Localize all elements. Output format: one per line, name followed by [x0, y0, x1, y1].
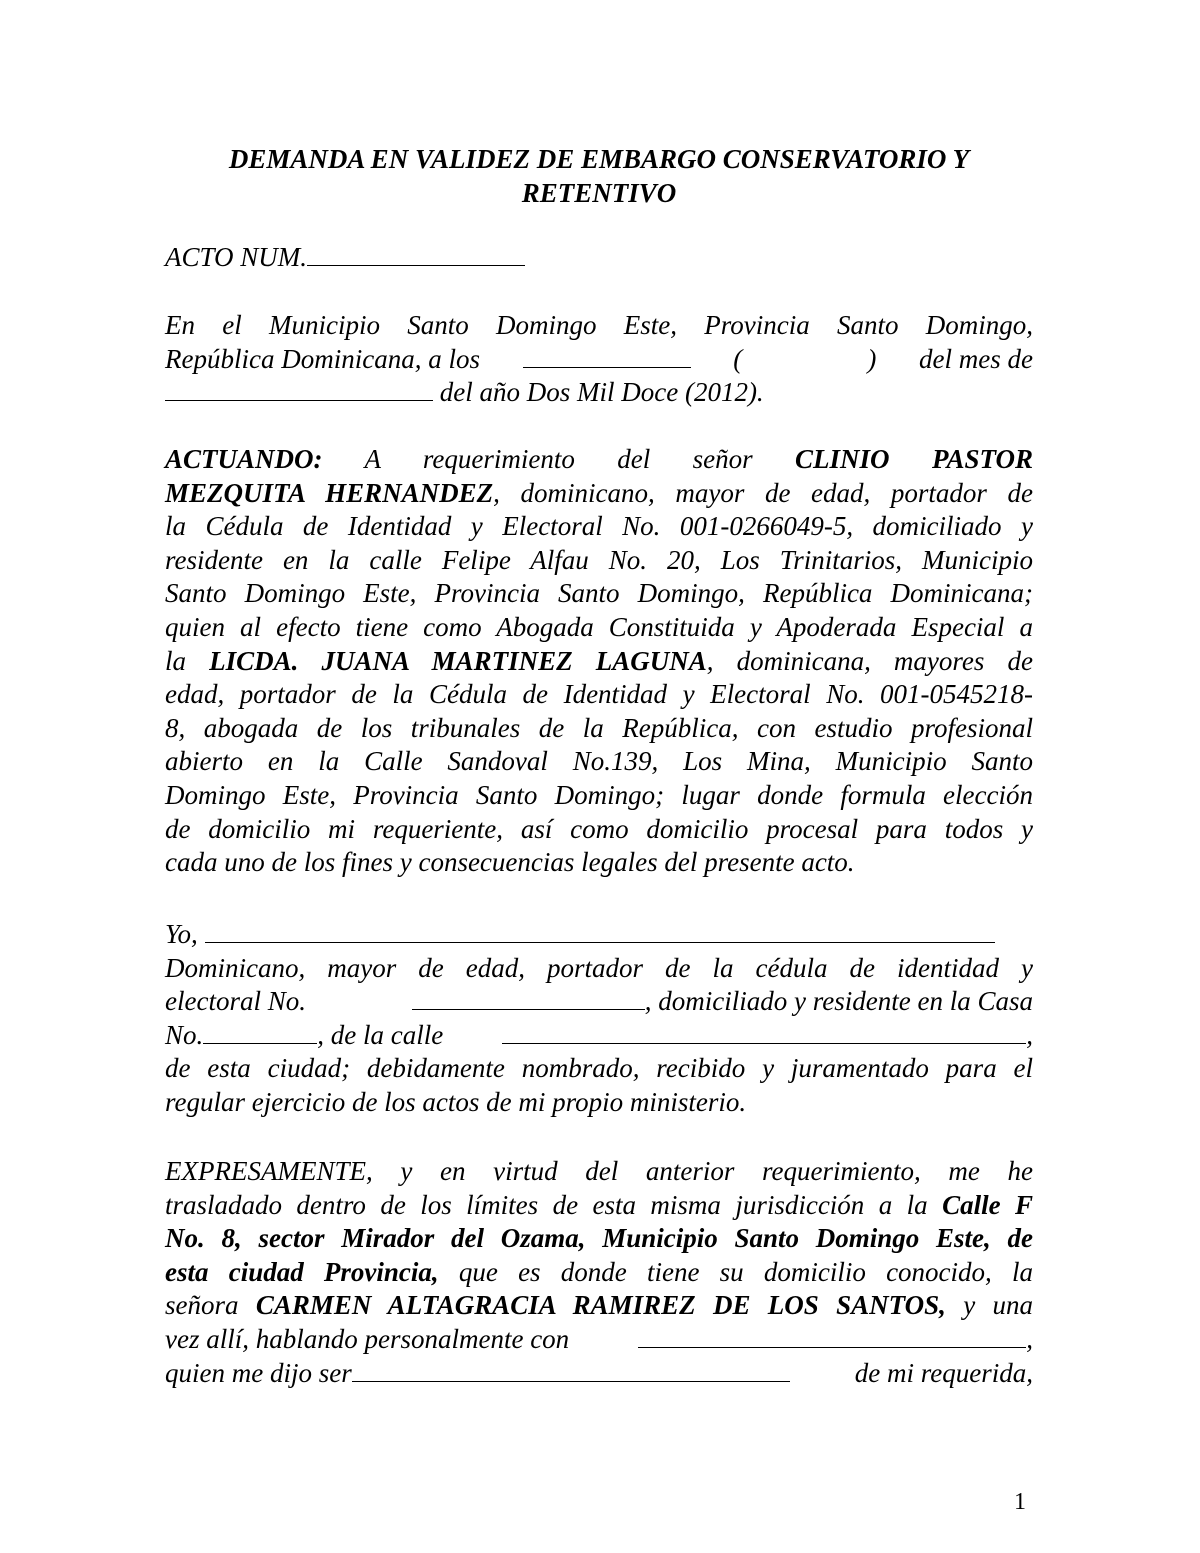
yo-paragraph — [165, 918, 1033, 1120]
lawyer-name: LICDA. JUANA MARTINEZ LAGUNA — [209, 645, 707, 676]
expresamente-text: quien me dijo ser — [165, 1357, 352, 1388]
yo-line-5: de esta ciudad; debidamente nombrado, recibido y juramentado para el — [165, 1053, 1033, 1084]
actuando-line-8: edad, portador de la Cédula de Identidad y Electoral No. 001-0545218- — [165, 679, 1033, 710]
actuando-text: , dominicana, mayores de — [706, 645, 1033, 676]
street-blank[interactable] — [502, 1019, 1026, 1044]
page-number: 1 — [1014, 1489, 1026, 1515]
expresamente-text: trasladado dentro de los límites de esta misma jurisdicción a la — [165, 1189, 928, 1220]
actuando-label: ACTUANDO: — [165, 444, 323, 474]
intro-word: Este, — [623, 310, 677, 340]
expresamente-line-2 — [165, 1189, 1033, 1223]
yo-text: Yo, — [165, 919, 198, 949]
actuando-line-2 — [165, 477, 1033, 511]
yo-line-2: Dominicano, mayor de edad, portador de la cédula de identidad y — [165, 952, 1033, 983]
expresamente-text: que es donde tiene su domicilio conocido, la — [458, 1256, 1033, 1287]
day-number-blank[interactable] — [785, 343, 825, 377]
intro-text: del mes de — [919, 343, 1033, 374]
client-name: MEZQUITA HERNANDEZ — [165, 477, 494, 508]
intro-line-1 — [165, 309, 1033, 343]
actuando-line-1 — [165, 443, 1033, 477]
intro-paragraph — [165, 309, 1033, 410]
expresamente-line-1: EXPRESAMENTE, y en virtud del anterior requerimiento, me he — [165, 1156, 1033, 1186]
month-blank[interactable] — [165, 376, 433, 401]
actuando-line-6: quien al efecto tiene como Abogada Constituida y Apoderada Especial a — [165, 611, 1033, 642]
house-number-blank[interactable] — [203, 1019, 317, 1044]
intro-word: En — [165, 310, 195, 340]
client-name: CLINIO PASTOR — [795, 444, 1033, 474]
intro-text: del año Dos Mil Doce (2012). — [439, 377, 764, 408]
actuando-text: A requerimiento del señor — [364, 444, 753, 474]
day-blank[interactable] — [523, 343, 691, 368]
expresamente-line-4 — [165, 1256, 1033, 1290]
intro-word: Santo — [836, 310, 899, 340]
bailiff-id-blank[interactable] — [412, 985, 645, 1010]
actuando-line-11: Domingo Este, Provincia Santo Domingo; lugar donde formula elección — [165, 779, 1033, 810]
relationship-blank[interactable] — [352, 1357, 790, 1382]
acto-number-line — [165, 241, 1033, 275]
expresamente-text: vez allí, hablando personalmente con — [165, 1323, 570, 1354]
intro-word: Municipio — [269, 310, 380, 340]
actuando-line-5: Santo Domingo Este, Provincia Santo Domingo, República Dominicana; — [165, 578, 1033, 609]
intro-line-3 — [165, 376, 1033, 410]
actuando-line-12: de domicilio mi requeriente, así como domicilio procesal para todos y — [165, 813, 1033, 844]
defendant-name: CARMEN ALTAGRACIA RAMIREZ DE LOS SANTOS, — [255, 1290, 946, 1321]
intro-word: el — [222, 310, 242, 340]
acto-label: ACTO NUM. — [165, 242, 308, 272]
expresamente-line-3: No. 8, sector Mirador del Ozama, Municipio Santo Domingo Este, de — [165, 1223, 1033, 1254]
intro-word: Domingo, — [925, 310, 1033, 340]
yo-line-3 — [165, 985, 1033, 1019]
address-text: Calle F — [942, 1189, 1034, 1220]
expresamente-line-5 — [165, 1289, 1033, 1323]
expresamente-text: de mi requerida, — [854, 1357, 1033, 1388]
expresamente-paragraph — [165, 1155, 1033, 1390]
yo-text: No. — [165, 1019, 204, 1050]
title-line-2: RETENTIVO — [521, 178, 677, 208]
actuando-text: , dominicano, mayor de edad, portador de — [493, 477, 1033, 508]
yo-text: , — [1026, 1019, 1033, 1050]
bailiff-name-blank[interactable] — [205, 918, 995, 943]
expresamente-text: y una — [963, 1290, 1034, 1321]
actuando-line-3: la Cédula de Identidad y Electoral No. 001-0266049-5, domiciliado y — [165, 511, 1033, 542]
address-text: esta ciudad Provincia, — [165, 1256, 439, 1287]
yo-line-4 — [165, 1019, 1033, 1053]
actuando-line-9: 8, abogada de los tribunales de la República, con estudio profesional — [165, 712, 1033, 743]
intro-word: Santo — [407, 310, 469, 340]
yo-line-1 — [165, 918, 1033, 952]
document-title — [165, 142, 1033, 210]
acto-number-blank[interactable] — [307, 241, 525, 266]
title-line-1: DEMANDA EN VALIDEZ DE EMBARGO CONSERVATORIO Y — [228, 144, 970, 174]
paren-close: ) — [867, 343, 877, 374]
intro-word: Domingo — [496, 310, 597, 340]
actuando-line-10: abierto en la Calle Sandoval No.139, Los Mina, Municipio Santo — [165, 746, 1033, 777]
yo-text: , de la calle — [317, 1019, 444, 1050]
yo-text: , domiciliado y residente en la Casa — [644, 986, 1033, 1017]
expresamente-line-6 — [165, 1323, 1033, 1357]
intro-line-2 — [165, 343, 1033, 377]
actuando-line-13: cada uno de los fines y consecuencias legales del presente acto. — [165, 847, 855, 878]
expresamente-text: , — [1026, 1323, 1033, 1354]
actuando-line-7 — [165, 645, 1033, 679]
actuando-text: la — [165, 645, 187, 676]
expresamente-text: señora — [165, 1290, 239, 1321]
actuando-line-4: residente en la calle Felipe Alfau No. 20, Los Trinitarios, Municipio — [165, 544, 1033, 575]
yo-text: electoral No. — [165, 986, 306, 1017]
intro-word: Provincia — [704, 310, 810, 340]
person-spoken-blank[interactable] — [638, 1323, 1026, 1348]
yo-line-6: regular ejercicio de los actos de mi propio ministerio. — [165, 1086, 747, 1117]
paren-open: ( — [733, 343, 743, 374]
expresamente-line-7 — [165, 1357, 1033, 1391]
actuando-paragraph — [165, 443, 1033, 880]
intro-text: República Dominicana, a los — [165, 343, 480, 374]
